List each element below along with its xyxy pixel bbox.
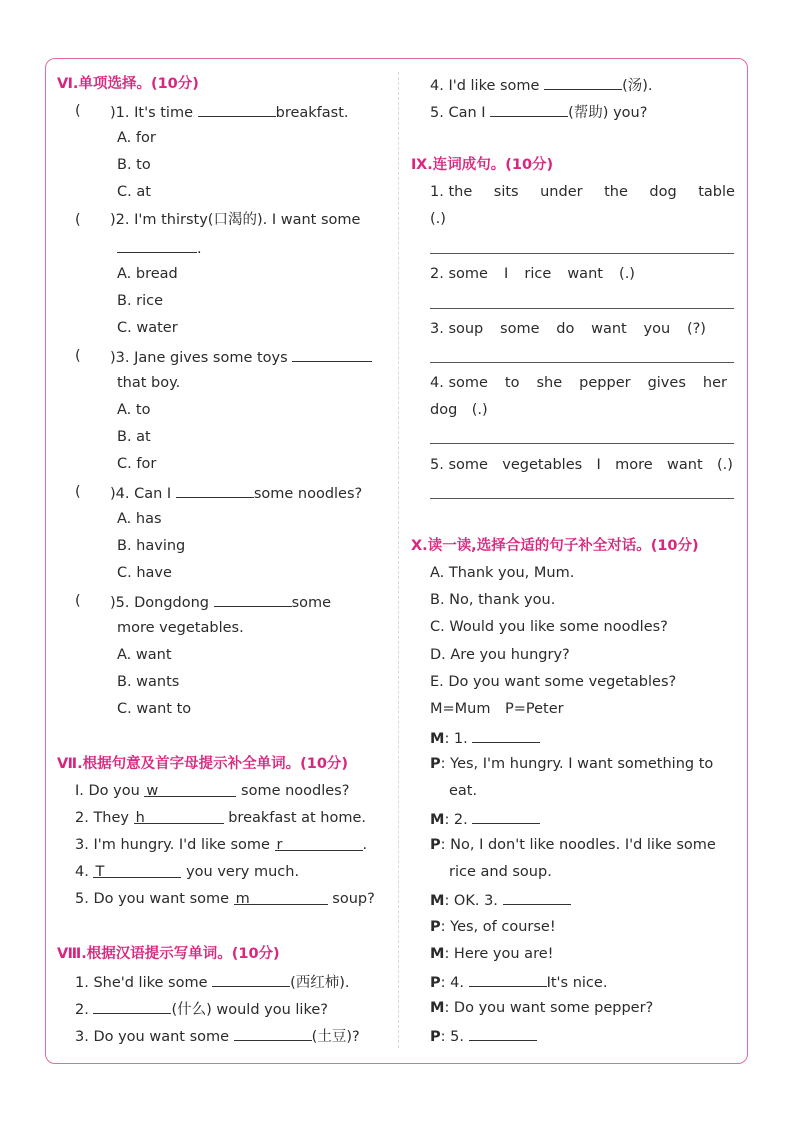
answer-paren-close-5: ) [110, 595, 116, 611]
blank[interactable] [472, 728, 540, 743]
scramble-2: 2. some I rice want (.) [430, 266, 635, 282]
option: C. at [117, 184, 151, 200]
answer-paren-open-2: ( [75, 212, 81, 228]
dialog-line-4: P: No, I don't like noodles. I'd like some [430, 837, 716, 853]
section-8-title: Ⅷ.根据汉语提示写单词。(10分) [57, 946, 280, 962]
option: A. to [117, 402, 151, 418]
dialog-line-6: P: Yes, of course! [430, 919, 556, 935]
question-5-cont: more vegetables. [117, 620, 244, 636]
section-7-title: Ⅶ.根据句意及首字母提示补全单词。(10分) [57, 756, 349, 772]
word-line-2: 2. (什么) would you like? [75, 999, 328, 1019]
blank[interactable] [292, 347, 372, 362]
question-1: )1. It's time breakfast. [110, 102, 349, 122]
blank[interactable] [544, 75, 622, 90]
scramble-1-cont: (.) [430, 211, 446, 227]
dialog-line-1: M: 1. [430, 728, 540, 748]
dialog-option-a: A. Thank you, Mum. [430, 565, 575, 581]
question-2-cont: . [117, 238, 202, 258]
blank[interactable] [117, 238, 197, 253]
option: C. for [117, 456, 157, 472]
dialog-line-3: M: 2. [430, 809, 540, 829]
option: C. water [117, 320, 178, 336]
answer-paren-close-3: ) [110, 350, 116, 366]
answer-paren-open-5: ( [75, 593, 81, 609]
dialog-line-10: P: 5. [430, 1026, 537, 1046]
dialog-line-2: P: Yes, I'm hungry. I want something to [430, 756, 714, 772]
dialog-line-5: M: OK. 3. [430, 890, 571, 910]
option: B. at [117, 429, 151, 445]
section-6-title: Ⅵ.单项选择。(10分) [57, 76, 199, 92]
blank[interactable] [503, 890, 571, 905]
option: B. wants [117, 674, 180, 690]
blank[interactable]: r [275, 836, 363, 851]
answer-line-2[interactable] [430, 308, 734, 309]
answer-line-1[interactable] [430, 253, 734, 254]
option: B. having [117, 538, 186, 554]
option: A. want [117, 647, 172, 663]
dialog-line-2-cont: eat. [449, 783, 478, 799]
dialog-line-8: P: 4. It's nice. [430, 972, 607, 992]
dialog-option-b: B. No, thank you. [430, 592, 556, 608]
option: B. rice [117, 293, 164, 309]
blank[interactable]: T [93, 863, 181, 878]
question-5: )5. Dongdong some [110, 592, 331, 612]
blank[interactable] [469, 1026, 537, 1041]
option: A. for [117, 130, 156, 146]
dialog-line-7: M: Here you are! [430, 946, 554, 962]
fill-line-1: I. Do you w some noodles? [75, 783, 350, 799]
column-divider [398, 72, 399, 1048]
answer-paren-open-1: ( [75, 103, 81, 119]
blank[interactable] [472, 809, 540, 824]
answer-line-5[interactable] [430, 498, 734, 499]
blank[interactable] [93, 999, 171, 1014]
dialog-option-d: D. Are you hungry? [430, 647, 570, 663]
word-line-4: 4. I'd like some (汤). [430, 75, 653, 95]
page-frame [45, 58, 748, 1064]
answer-line-3[interactable] [430, 362, 734, 363]
answer-paren-close-1: ) [110, 105, 116, 121]
dialog-option-e: E. Do you want some vegetables? [430, 674, 677, 690]
fill-line-5: 5. Do you want some m soup? [75, 891, 375, 907]
answer-line-4[interactable] [430, 443, 734, 444]
question-4: )4. Can I some noodles? [110, 483, 362, 503]
fill-line-2: 2. They h breakfast at home. [75, 810, 367, 826]
scramble-4: 4. some to she pepper gives her [430, 375, 727, 391]
option: C. want to [117, 701, 192, 717]
blank[interactable]: m [234, 890, 328, 905]
question-3-cont: that boy. [117, 375, 181, 391]
dialog-line-9: M: Do you want some pepper? [430, 1000, 654, 1016]
blank[interactable] [198, 102, 276, 117]
option: B. to [117, 157, 151, 173]
section-9-title: Ⅸ.连词成句。(10分) [411, 157, 554, 173]
blank[interactable] [469, 972, 547, 987]
blank[interactable] [176, 483, 254, 498]
scramble-5: 5. some vegetables I more want (.) [430, 457, 733, 473]
fill-line-4: 4. T you very much. [75, 864, 300, 880]
blank[interactable]: h [134, 809, 224, 824]
section-10-title: Ⅹ.读一读,选择合适的句子补全对话。(10分) [411, 538, 699, 554]
dialog-line-4-cont: rice and soup. [449, 864, 552, 880]
option: A. has [117, 511, 162, 527]
question-3: )3. Jane gives some toys [110, 347, 372, 367]
scramble-3: 3. soup some do want you (?) [430, 321, 706, 337]
answer-paren-close-4: ) [110, 486, 116, 502]
fill-line-3: 3. I'm hungry. I'd like some r . [75, 837, 368, 853]
option: C. have [117, 565, 172, 581]
blank[interactable]: w [144, 782, 236, 797]
blank[interactable] [234, 1026, 312, 1041]
answer-paren-open-3: ( [75, 348, 81, 364]
answer-paren-open-4: ( [75, 484, 81, 500]
word-line-1: 1. She'd like some (西红柿). [75, 972, 350, 992]
word-line-3: 3. Do you want some (土豆)? [75, 1026, 360, 1046]
question-2: )2. I'm thirsty(口渴的). I want some [110, 212, 361, 228]
scramble-4-cont: dog (.) [430, 402, 488, 418]
option: A. bread [117, 266, 178, 282]
answer-paren-close-2: ) [110, 212, 116, 228]
blank[interactable] [214, 592, 292, 607]
roles-legend: M=Mum P=Peter [430, 701, 564, 717]
word-line-5: 5. Can I (帮助) you? [430, 102, 647, 122]
dialog-option-c: C. Would you like some noodles? [430, 619, 668, 635]
blank[interactable] [490, 102, 568, 117]
blank[interactable] [212, 972, 290, 987]
scramble-1: 1. the sits under the dog table [430, 184, 735, 200]
